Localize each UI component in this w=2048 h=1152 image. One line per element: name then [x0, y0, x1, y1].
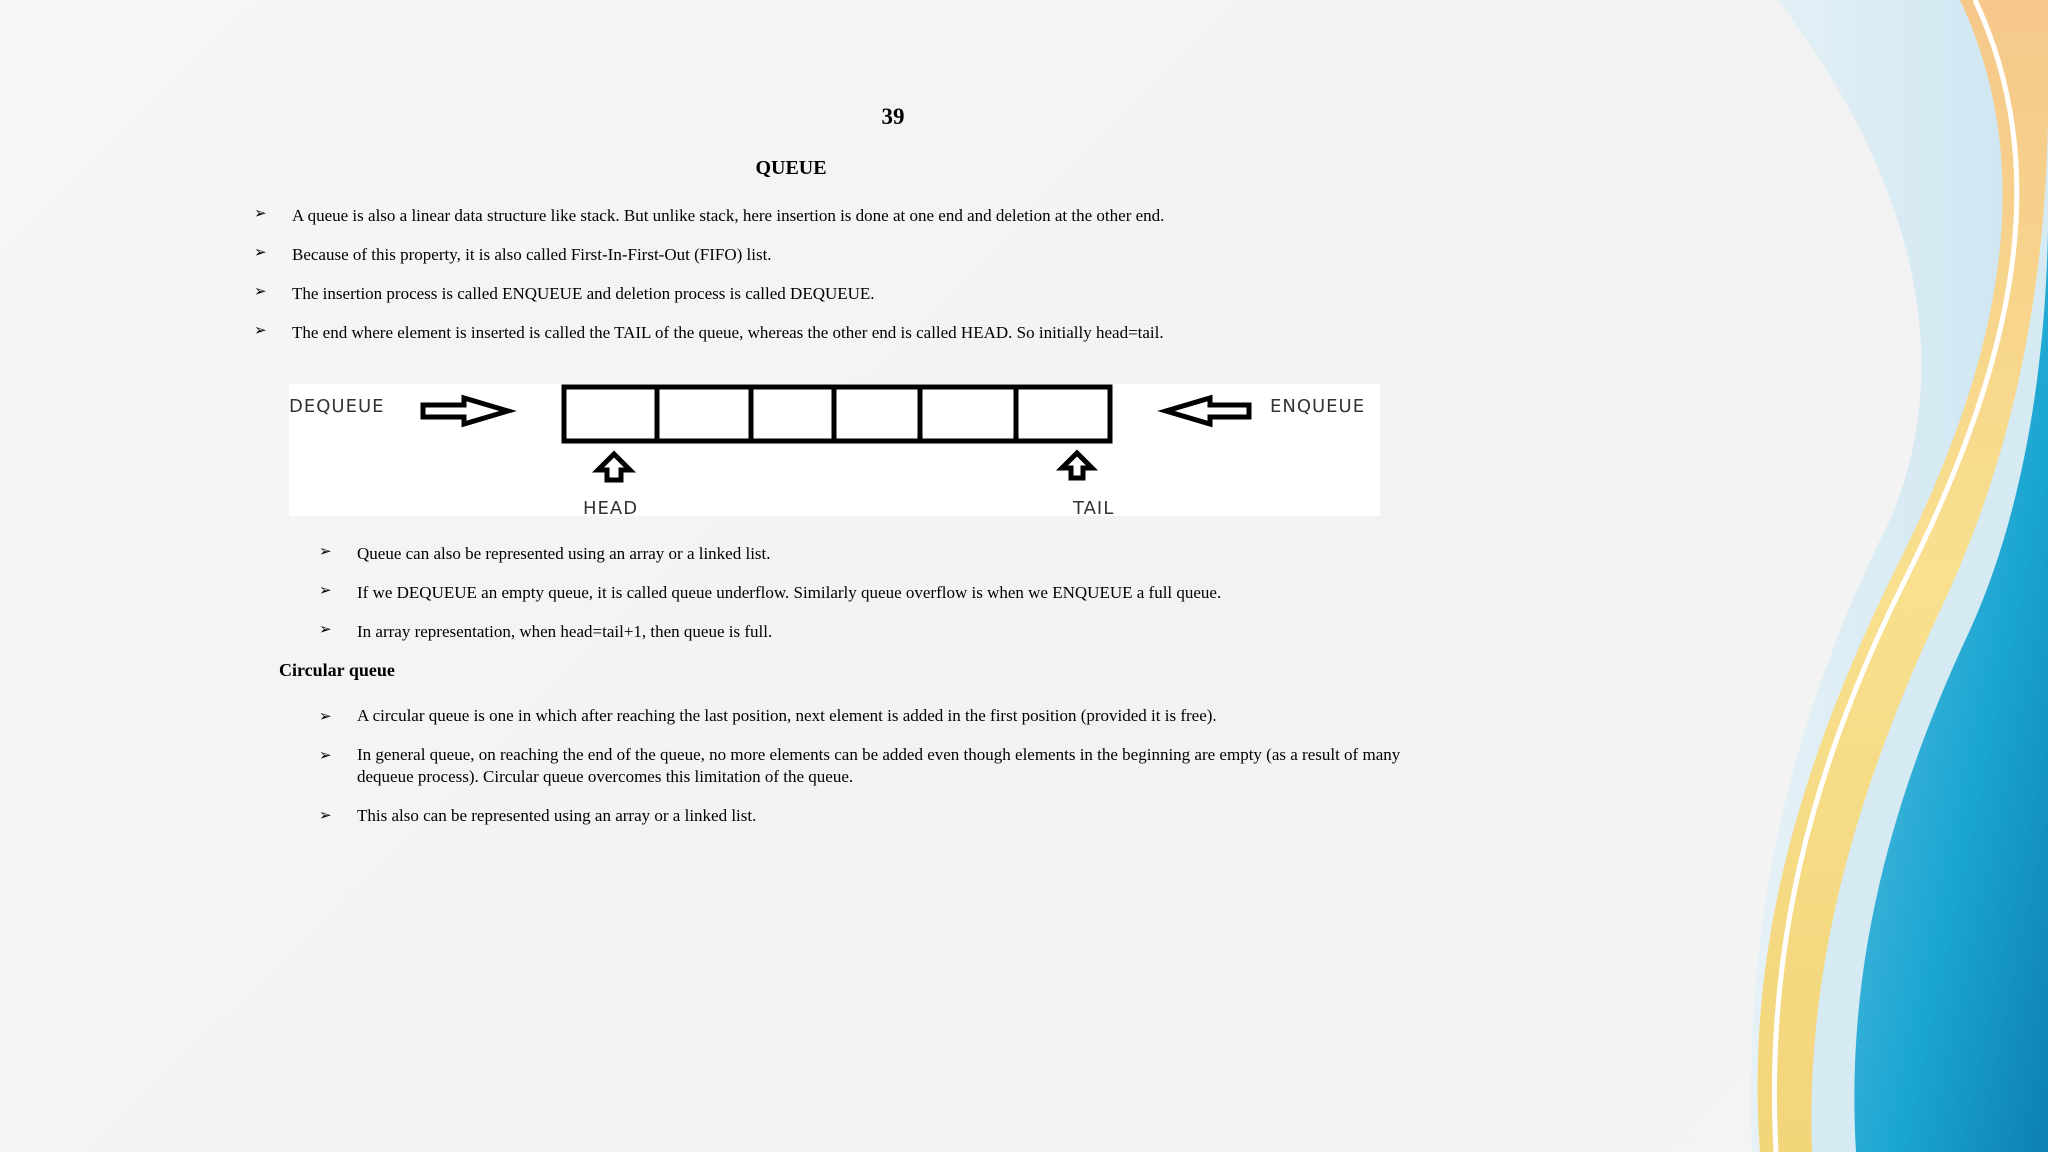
- dequeue-label: DEQUEUE: [289, 396, 385, 417]
- circular-queue-heading: Circular queue: [279, 660, 395, 680]
- bullet-text: In general queue, on reaching the end of the queue, no more elements can be added even though elements in the beginning are empty (as a result of many dequeue process). Circular queue overcomes this limitation of the queue.: [357, 745, 1401, 786]
- page-number: 39: [881, 104, 905, 129]
- bullet-text: A queue is also a linear data structure like stack. But unlike stack, here insertion is done at one end and deletion at the other end.: [292, 206, 1165, 225]
- wave-blue-band: [1854, 230, 2048, 1152]
- section-title: QUEUE: [755, 157, 827, 179]
- bullet-arrow-icon: ➢: [254, 282, 267, 300]
- bullet-arrow-icon: ➢: [254, 243, 267, 261]
- bullet-arrow-icon: ➢: [319, 746, 332, 764]
- queue-array: [564, 387, 1110, 441]
- bullet-text: Queue can also be represented using an array or a linked list.: [357, 544, 771, 563]
- bullet-arrow-icon: ➢: [254, 204, 267, 222]
- enqueue-arrow-icon: [1166, 398, 1249, 424]
- tail-pointer-icon: [1062, 453, 1092, 478]
- bullet-text: A circular queue is one in which after reaching the last position, next element is added in the first position (provided it is free).: [357, 706, 1217, 725]
- tail-label: TAIL: [1073, 498, 1115, 519]
- bullet-arrow-icon: ➢: [254, 321, 267, 339]
- head-label: HEAD: [583, 498, 639, 519]
- queue-diagram-shapes: [289, 384, 1380, 516]
- wave-white-line: [1774, 0, 2017, 1152]
- head-pointer-icon: [598, 454, 630, 480]
- bullet-text: The end where element is inserted is called the TAIL of the queue, whereas the other end is called HEAD. So initially head=tail.: [292, 323, 1164, 342]
- bullet-arrow-icon: ➢: [319, 620, 332, 638]
- bullet-arrow-icon: ➢: [319, 542, 332, 560]
- wave-yellow-band: [1758, 0, 2048, 1152]
- bullet-arrow-icon: ➢: [319, 707, 332, 725]
- bullet-text: In array representation, when head=tail+1, then queue is full.: [357, 622, 773, 641]
- bullet-text: This also can be represented using an array or a linked list.: [357, 806, 757, 825]
- bullet-arrow-icon: ➢: [319, 806, 332, 824]
- queue-diagram: [289, 384, 1380, 519]
- bullet-text: If we DEQUEUE an empty queue, it is called queue underflow. Similarly queue overflow is when we ENQUEUE a full queue.: [357, 583, 1222, 602]
- bullet-text: The insertion process is called ENQUEUE and deletion process is called DEQUEUE.: [292, 284, 875, 303]
- dequeue-arrow-icon: [423, 398, 508, 424]
- wave-light-blue-band: [1811, 120, 2048, 1152]
- wave-light-band: [1751, 0, 2048, 1152]
- bullet-text: Because of this property, it is also called First-In-First-Out (FIFO) list.: [292, 245, 772, 264]
- bullet-arrow-icon: ➢: [319, 581, 332, 599]
- enqueue-label: ENQUEUE: [1270, 396, 1366, 417]
